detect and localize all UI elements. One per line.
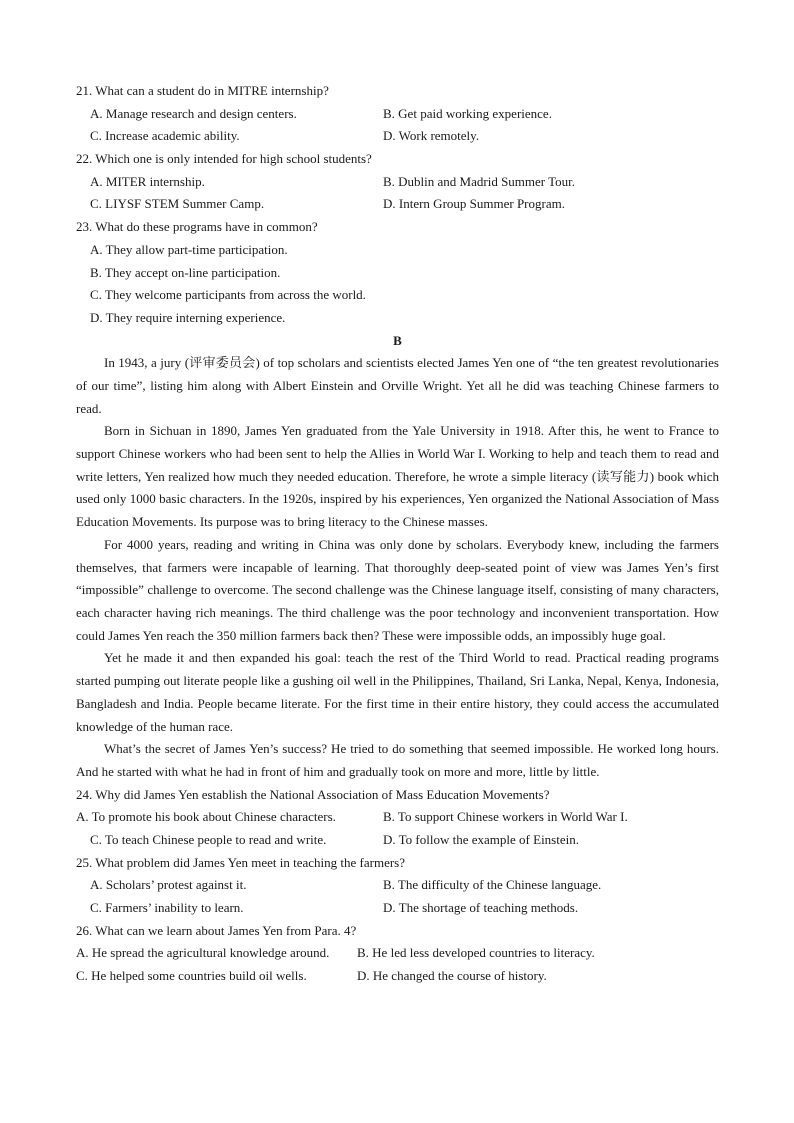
option-21-b: B. Get paid working experience. bbox=[383, 105, 552, 121]
question-25: 25. What problem did James Yen meet in teaching the farmers? bbox=[76, 854, 406, 870]
question-25-options-ab bbox=[76, 874, 719, 897]
option-25-c: C. Farmers’ inability to learn. bbox=[90, 900, 244, 916]
passage-paragraph-3: For 4000 years, reading and writing in China was only done by scholars. Everybody knew, including the farmers themselves, that farmers were incapable of learning. That thoroughly deep-seated point of view was James Yen’s first “impossible” challenge to overcome. The second challenge was the Chinese language itself, consisting of many characters, each character having rich meanings. The third challenge was the poor technology and inconvenient transportation. How could James Yen reach the 350 million farmers back then? These were impossible odds, an impossibly huge goal. bbox=[76, 536, 719, 643]
option-25-b: B. The difficulty of the Chinese language. bbox=[383, 877, 602, 893]
passage-paragraph-4: Yet he made it and then expanded his goal: teach the rest of the Third World to read. Practical reading programs started pumping out literate people like a gushing oil well in the Philippines, Thailand, Sri Lanka, Nepal, Kenya, Indonesia, Bangladesh and India. People became literate. For the first time in their entire history, they could access the accumulated knowledge of the human race. bbox=[76, 650, 719, 734]
option-25-d: D. The shortage of teaching methods. bbox=[383, 900, 579, 916]
section-heading: B bbox=[393, 332, 402, 348]
option-24-b: B. To support Chinese workers in World War I. bbox=[383, 809, 628, 825]
option-23-a: A. They allow part-time participation. bbox=[90, 241, 288, 257]
option-26-c: C. He helped some countries build oil wells. bbox=[76, 968, 307, 984]
option-22-d: D. Intern Group Summer Program. bbox=[383, 196, 565, 212]
question-24-options-cd bbox=[76, 829, 719, 852]
passage-paragraph-5: What’s the secret of James Yen’s success? He tried to do something that seemed impossible. He worked long hours. And he started with what he had in front of him and gradually took on more and more, little by little. bbox=[76, 741, 719, 779]
question-25-options-cd bbox=[76, 897, 719, 920]
question-26-options-cd bbox=[76, 965, 719, 988]
exam-page bbox=[76, 80, 719, 988]
question-24: 24. Why did James Yen establish the National Association of Mass Education Movements? bbox=[76, 786, 550, 802]
option-21-d: D. Work remotely. bbox=[383, 128, 480, 144]
question-23: 23. What do these programs have in common? bbox=[76, 219, 318, 235]
question-21-options-ab bbox=[76, 103, 719, 126]
option-26-b: B. He led less developed countries to literacy. bbox=[357, 945, 595, 961]
option-24-a: A. To promote his book about Chinese characters. bbox=[76, 809, 336, 825]
option-22-c: C. LIYSF STEM Summer Camp. bbox=[90, 196, 265, 212]
question-22-options-ab bbox=[76, 171, 719, 194]
question-26-options-ab bbox=[76, 942, 719, 965]
passage-paragraph-2: Born in Sichuan in 1890, James Yen graduated from the Yale University in 1918. After this, he went to France to support Chinese workers who had been sent to help the Allies in World War I. Working to help and teach them to read and write letters, Yen realized how much they needed education. Therefore, he wrote a simple literacy (读写能力) book which used only 1000 basic characters. In the 1920s, inspired by his experiences, Yen organized the National Association of Mass Education Movements. Its purpose was to bring literacy to the Chinese masses. bbox=[76, 423, 719, 530]
question-22: 22. Which one is only intended for high school students? bbox=[76, 151, 372, 167]
option-23-d: D. They require interning experience. bbox=[90, 309, 286, 325]
option-24-c: C. To teach Chinese people to read and write. bbox=[90, 831, 327, 847]
question-21: 21. What can a student do in MITRE internship? bbox=[76, 83, 329, 98]
option-21-c: C. Increase academic ability. bbox=[90, 128, 240, 144]
option-25-a: A. Scholars’ protest against it. bbox=[90, 877, 247, 893]
option-21-a: A. Manage research and design centers. bbox=[90, 105, 297, 121]
passage-paragraph-1: In 1943, a jury (评审委员会) of top scholars and scientists elected James Yen one of “the ten greatest revolutionaries of our time”, listing him along with Albert Einstein and Orville Wright. Yet all he did was teaching Chinese farmers to read. bbox=[76, 355, 719, 416]
option-26-a: A. He spread the agricultural knowledge around. bbox=[76, 945, 330, 961]
question-21-options-cd bbox=[76, 125, 719, 148]
question-22-options-cd bbox=[76, 193, 719, 216]
question-26: 26. What can we learn about James Yen from Para. 4? bbox=[76, 922, 357, 938]
option-23-c: C. They welcome participants from across the world. bbox=[90, 287, 366, 303]
option-26-d: D. He changed the course of history. bbox=[357, 968, 547, 984]
option-22-b: B. Dublin and Madrid Summer Tour. bbox=[383, 173, 576, 189]
option-23-b: B. They accept on-line participation. bbox=[90, 264, 281, 280]
question-24-options-ab bbox=[76, 806, 719, 829]
option-24-d: D. To follow the example of Einstein. bbox=[383, 831, 579, 847]
option-22-a: A. MITER internship. bbox=[90, 173, 205, 189]
